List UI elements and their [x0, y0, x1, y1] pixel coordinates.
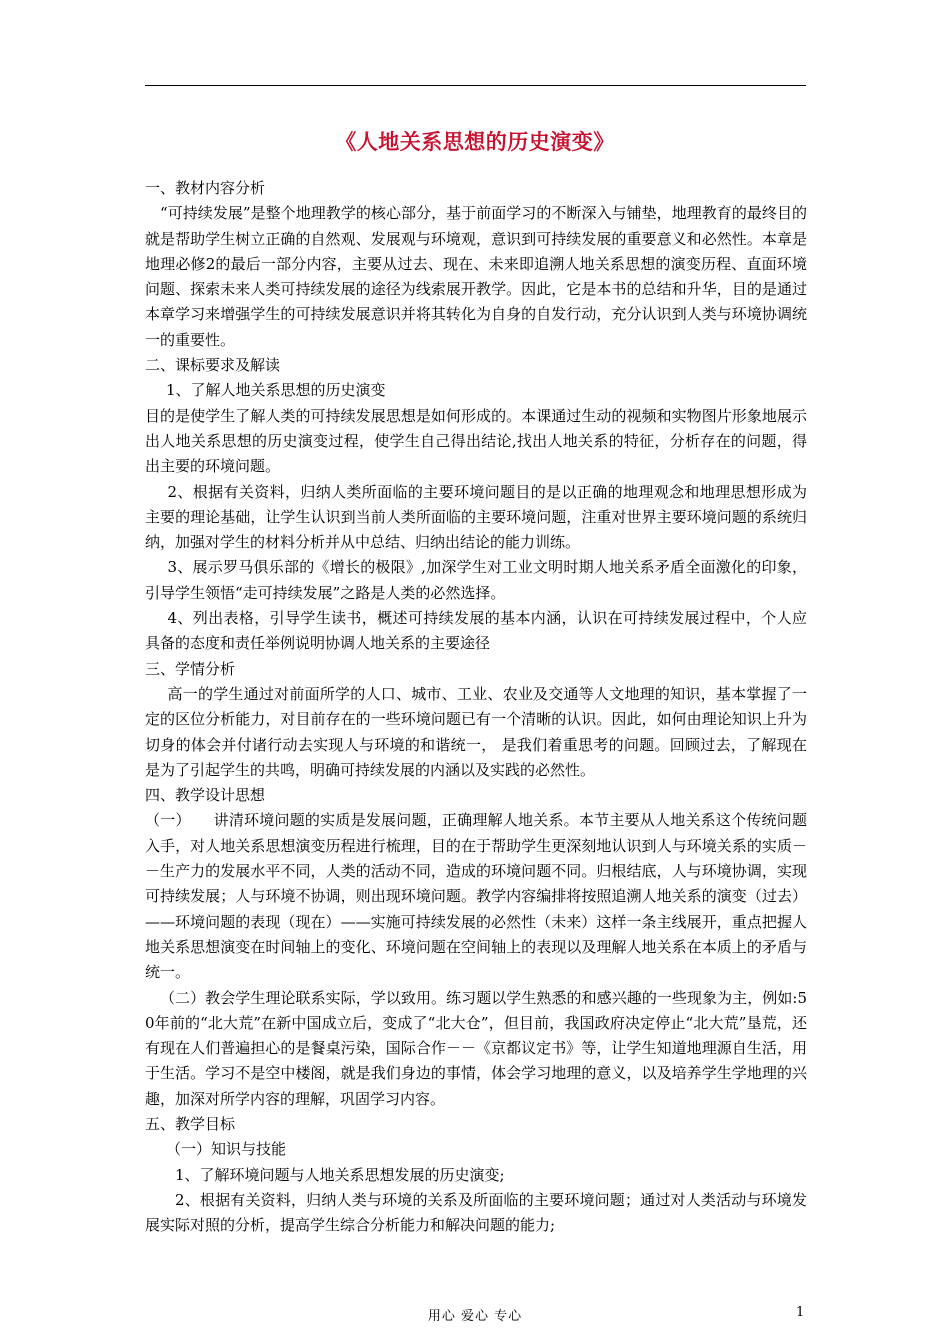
paragraph: 五、教学目标	[145, 1114, 236, 1133]
paragraph: 4、列出表格，引导学生读书，概述可持续发展的基本内涵，认识在可持续发展过程中，个人应具备的态度和责任举例说明协调人地关系的主要途径	[145, 609, 807, 653]
paragraph: 二、课标要求及解读	[145, 356, 281, 375]
page-number: 1	[796, 1305, 805, 1320]
paragraph: （一）知识与技能	[166, 1140, 287, 1159]
paragraph: 2、根据有关资料，归纳人类与环境的关系及所面临的主要环境问题；通过对人类活动与环境发展实际对照的分析，提高学生综合分析能力和解决问题的能力;	[145, 1190, 807, 1235]
paragraph: 2、根据有关资料，归纳人类所面临的主要环境问题目的是以正确的地理观念和地理思想形成为主要的理论基础，让学生认识到当前人类所面临的主要环境问题，注重对世界主要环境问题的系统归纳，加强对学生的材料分析并从中总结、归纳出结论的能力训练。	[145, 482, 807, 552]
document-body	[145, 176, 807, 1238]
document-title: 《人地关系思想的历史演变》	[335, 129, 615, 154]
paragraph: （一） 讲清环境问题的实质是发展问题，正确理解人地关系。本节主要从人地关系这个传统问题入手，对人地关系思想演变历程进行梳理，目的在于帮助学生更深刻地认识到人与环境关系的实质－－生产力的发展水平不同，人类的活动不同，造成的环境问题不同。归根结底，人与环境协调，实现可持续发展；人与环境不协调，则出现环境问题。教学内容编排将按照追溯人地关系的演变（过去）——环境问题的表现（现在）——实施可持续发展的必然性（未来）这样一条主线展开，重点把握人地关系思想演变在时间轴上的变化、环境问题在空间轴上的表现以及理解人地关系在本质上的矛盾与统一。	[145, 811, 807, 982]
paragraph: 一、教材内容分析	[145, 179, 266, 197]
paragraph: 高一的学生通过对前面所学的人口、城市、工业、农业及交通等人文地理的知识，基本掌握了一定的区位分析能力，对目前存在的一些环境问题已有一个清晰的认识。因此，如何由理论知识上升为切身的体会并付诸行动去实现人与环境的和谐统一， 是我们着重思考的问题。回顾过去，了解现在是为了引起学生的共鸣，明确可持续发展的内涵以及实践的必然性。	[145, 684, 807, 779]
paragraph: 1、了解环境问题与人地关系思想发展的历史演变;	[175, 1165, 505, 1184]
paragraph: “可持续发展”是整个地理教学的核心部分，基于前面学习的不断深入与铺垫，地理教育的最终目的就是帮助学生树立正确的自然观、发展观与环境观，意识到可持续发展的重要意义和必然性。本章是地理必修2的最后一部分内容，主要从过去、现在、未来即追溯人地关系思想的演变历程、直面环境问题、探索未来人类可持续发展的途径为线索展开教学。因此，它是本书的总结和升华，目的是通过本章学习来增强学生的可持续发展意识并将其转化为自身的自发行动，充分认识到人类与环境协调统一的重要性。	[145, 204, 807, 349]
footer-motto: 用心 爱心 专心	[427, 1309, 523, 1324]
paragraph: 1、了解人地关系思想的历史演变	[166, 381, 386, 400]
paragraph: 四、教学设计思想	[145, 786, 266, 805]
header-rule	[145, 85, 806, 86]
paragraph: 三、学情分析	[145, 659, 236, 678]
paragraph: （二）教会学生理论联系实际，学以致用。练习题以学生熟悉的和感兴趣的一些现象为主，例如:50年前的“北大荒”在新中国成立后，变成了“北大仓”，但目前，我国政府决定停止“北大荒”垦荒，还有现在人们普遍担心的是餐桌污染，国际合作－－《京都议定书》等，让学生知道地理源自生活，用于生活。学习不是空中楼阁，就是我们身边的事情，体会学习地理的意义，以及培养学生学地理的兴趣，加深对所学内容的理解，巩固学习内容。	[145, 988, 807, 1108]
paragraph: 目的是使学生了解人类的可持续发展思想是如何形成的。本课通过生动的视频和实物图片形象地展示出人地关系思想的历史演变过程，使学生自己得出结论,找出人地关系的特征，分析存在的问题，得出主要的环境问题。	[145, 406, 807, 476]
paragraph: 3、展示罗马俱乐部的《增长的极限》,加深学生对工业文明时期人地关系矛盾全面激化的印象，引导学生领悟“走可持续发展”之路是人类的必然选择。	[145, 558, 807, 602]
